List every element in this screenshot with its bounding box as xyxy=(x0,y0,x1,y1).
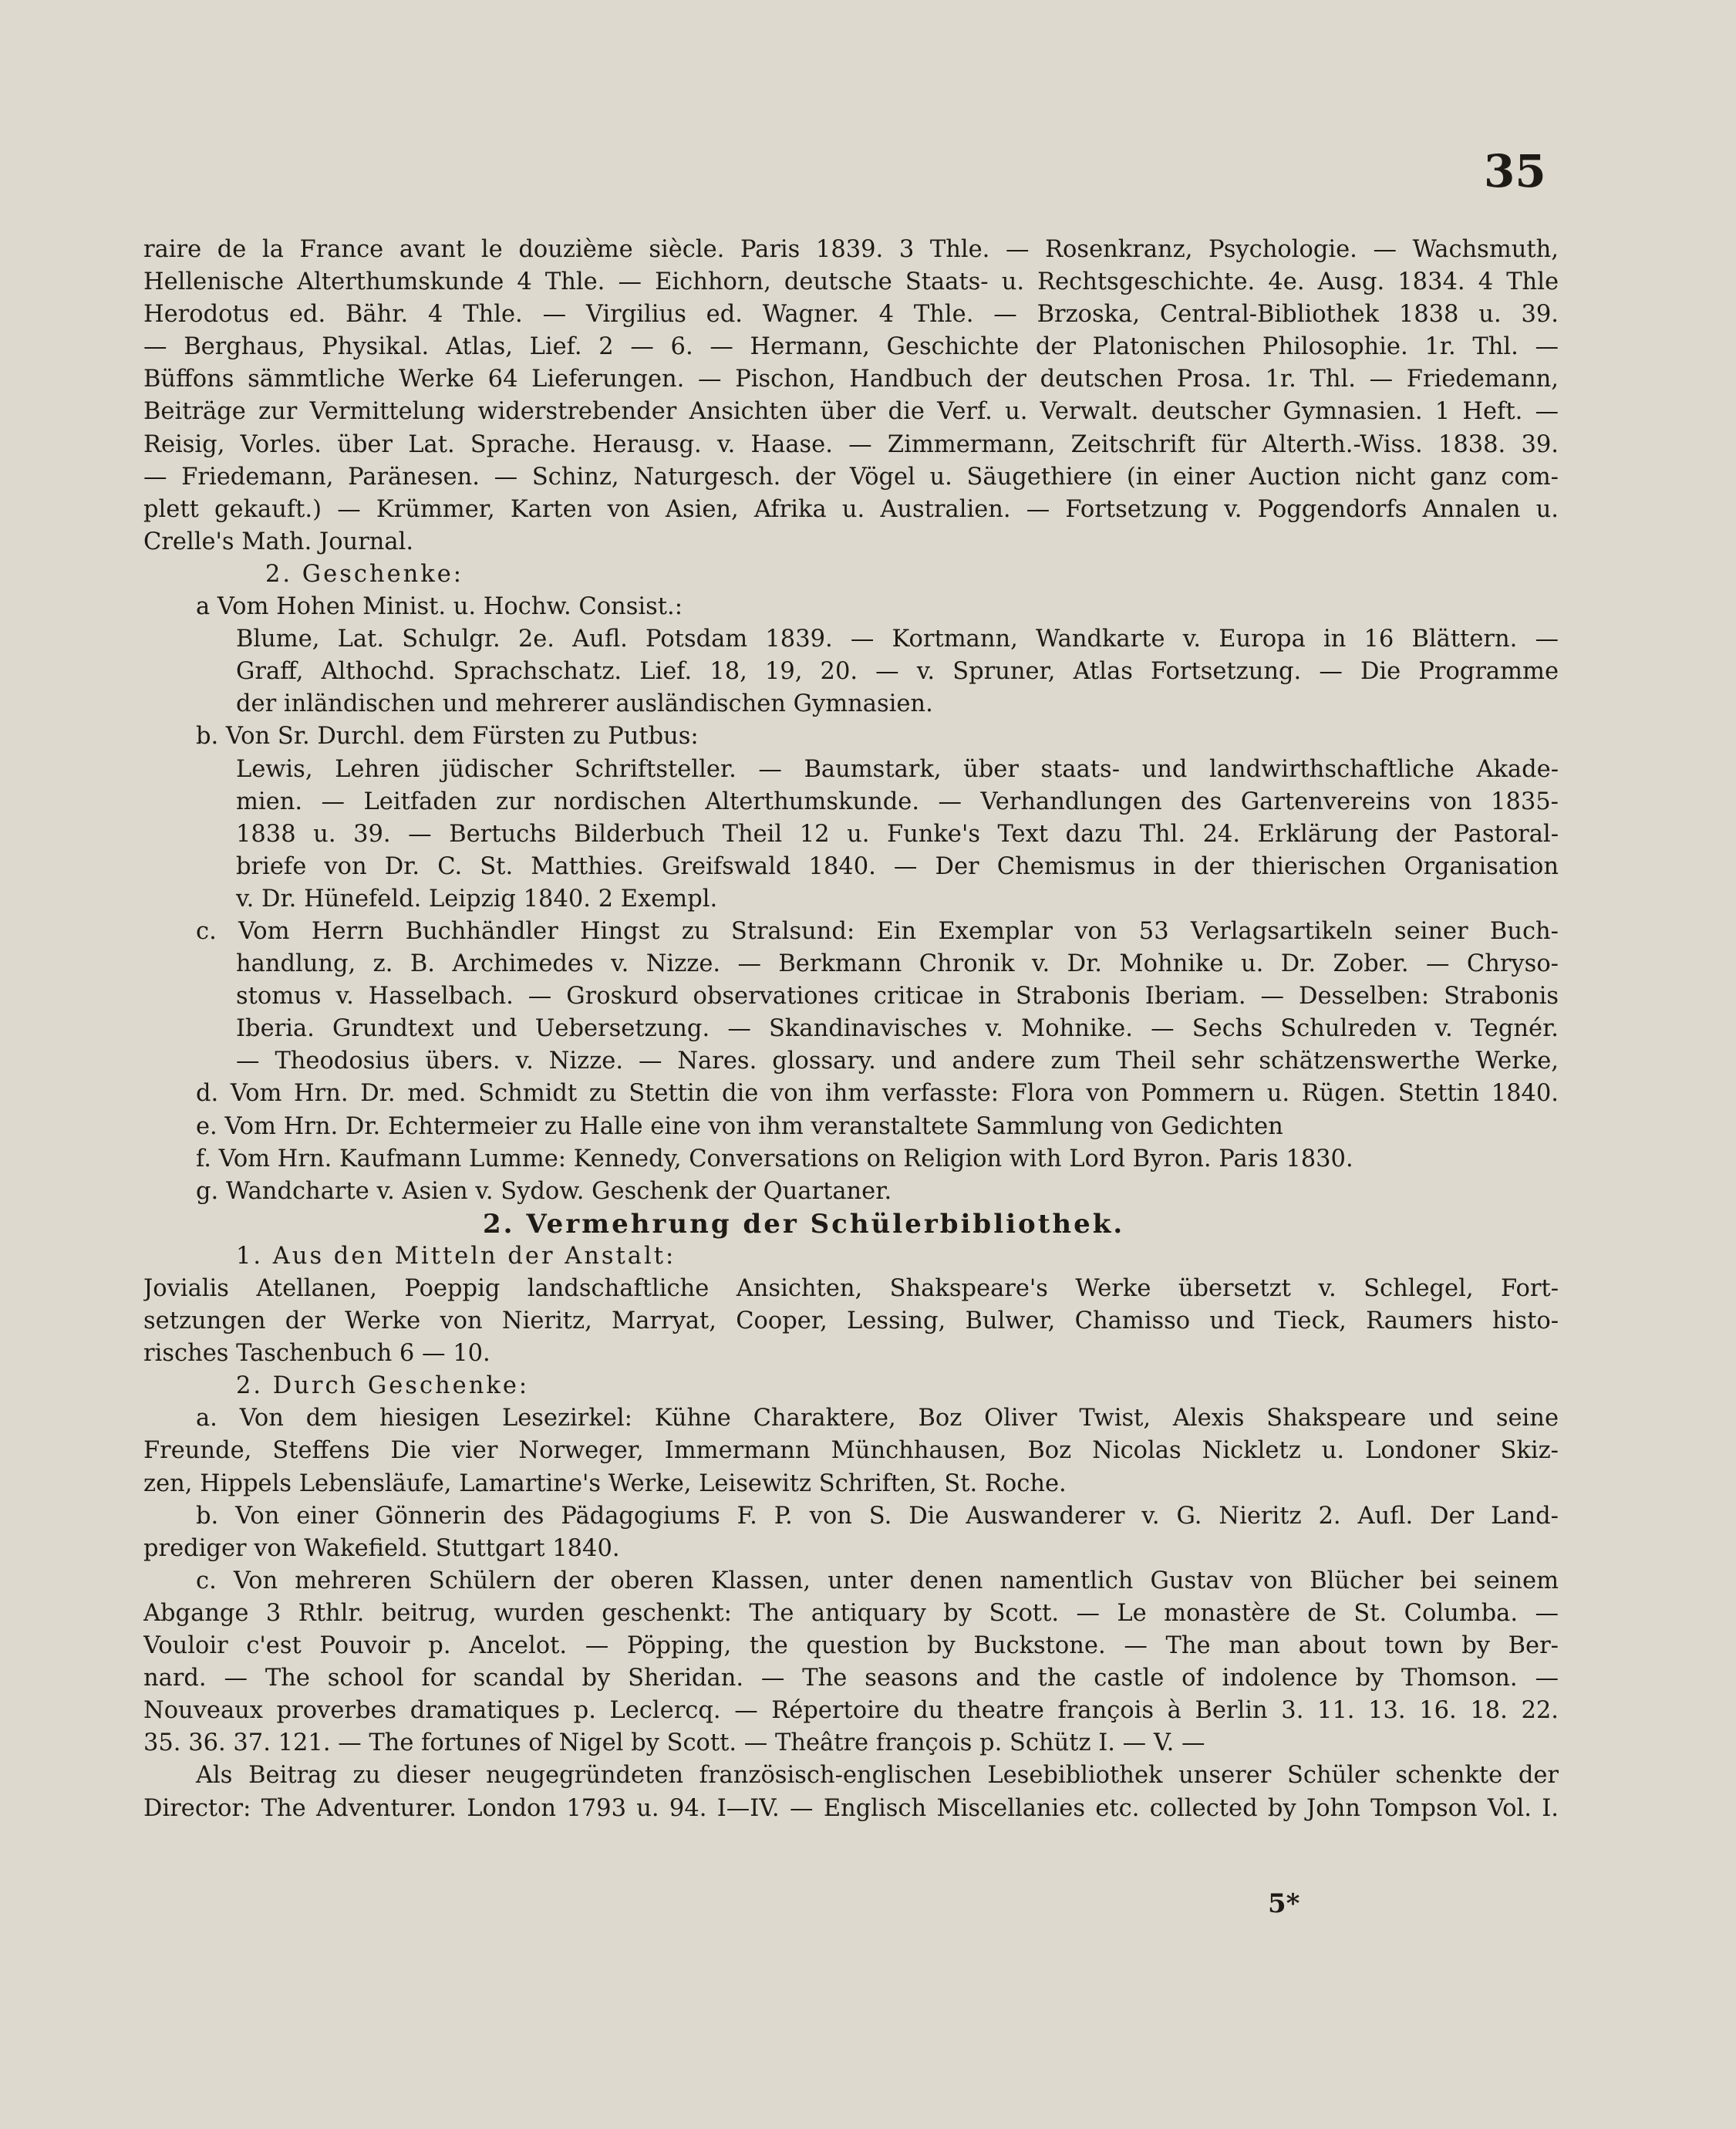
section-heading: 2. Vermehrung der Schülerbibliothek. xyxy=(483,1208,1125,1240)
list-item-b: b. Von Sr. Durchl. dem Fürsten zu Putbus: xyxy=(196,723,699,751)
text-line: Nouveaux proverbes dramatiques p. Leclercq. — Répertoire du theatre françois à Berlin 3. 11. 13. 16. 18. 22. xyxy=(143,1697,1559,1725)
text-line: nard. — The school for scandal by Sheridan. — The seasons and the castle of indolence by Thomson. — xyxy=(143,1665,1559,1692)
list-item-f: f. Vom Hrn. Kaufmann Lumme: Kennedy, Conversations on Religion with Lord Byron. Paris 1830. xyxy=(196,1145,1353,1172)
list-item-c: c. Von mehreren Schülern der oberen Klassen, unter denen namentlich Gustav von Blücher bei seinem xyxy=(196,1567,1559,1594)
list-item-d: d. Vom Hrn. Dr. med. Schmidt zu Stettin die von ihm verfasste: Flora von Pommern u. Rügen. Stettin 1840. xyxy=(196,1080,1559,1108)
text-line: Hellenische Alterthumskunde 4 Thle. — Eichhorn, deutsche Staats- u. Rechtsgeschichte. 4e. Ausg. 1834. 4 Thle xyxy=(143,268,1559,296)
text-line: Jovialis Atellanen, Poeppig landschaftliche Ansichten, Shakspeare's Werke übersetzt v. Schlegel, Fort- xyxy=(143,1275,1559,1302)
text-line: Freunde, Steffens Die vier Norweger, Immermann Münchhausen, Boz Nicolas Nickletz u. Londoner Skiz- xyxy=(143,1437,1559,1465)
text-line: Herodotus ed. Bähr. 4 Thle. — Virgilius ed. Wagner. 4 Thle. — Brzoska, Central-Bibliothek 1838 u. 39. xyxy=(143,301,1559,329)
text-line: stomus v. Hasselbach. — Groskurd observationes criticae in Strabonis Iberiam. — Desselben: Strabonis xyxy=(236,983,1559,1011)
text-line: v. Dr. Hünefeld. Leipzig 1840. 2 Exempl. xyxy=(236,885,718,913)
text-line: — Friedemann, Paränesen. — Schinz, Naturgesch. der Vögel u. Säugethiere (in einer Auction nicht ganz com- xyxy=(143,463,1559,491)
body-text xyxy=(143,234,1559,1825)
text-line: plett gekauft.) — Krümmer, Karten von Asien, Afrika u. Australien. — Fortsetzung v. Poggendorfs Annalen u. xyxy=(143,495,1559,523)
list-item-a: a Vom Hohen Minist. u. Hochw. Consist.: xyxy=(196,593,683,621)
text-line: Lewis, Lehren jüdischer Schriftsteller. — Baumstark, über staats- und landwirthschaftliche Akade- xyxy=(236,755,1559,783)
text-line: 1838 u. 39. — Bertuchs Bilderbuch Theil 12 u. Funke's Text dazu Thl. 24. Erklärung der Pastoral- xyxy=(236,820,1559,848)
text-line: Blume, Lat. Schulgr. 2e. Aufl. Potsdam 1839. — Kortmann, Wandkarte v. Europa in 16 Blättern. — xyxy=(236,626,1559,653)
text-line: risches Taschenbuch 6 — 10. xyxy=(143,1340,490,1368)
text-line: Als Beitrag zu dieser neugegründeten französisch-englischen Lesebibliothek unserer Schüler schenkte der xyxy=(196,1762,1559,1790)
text-line: 35. 36. 37. 121. — The fortunes of Nigel by Scott. — Theâtre françois p. Schütz I. — V. — xyxy=(143,1729,1205,1757)
text-line: setzungen der Werke von Nieritz, Marryat, Cooper, Lessing, Bulwer, Chamisso und Tieck, Raumers histo- xyxy=(143,1307,1559,1335)
list-item-g: g. Wandcharte v. Asien v. Sydow. Geschenk der Quartaner. xyxy=(196,1177,892,1205)
text-line: prediger von Wakefield. Stuttgart 1840. xyxy=(143,1534,620,1562)
signature-mark: 5* xyxy=(1268,1888,1300,1919)
text-line: Abgange 3 Rthlr. beitrug, wurden geschenkt: The antiquary by Scott. — Le monastère de St. Columba. — xyxy=(143,1599,1559,1627)
text-line: Iberia. Grundtext und Uebersetzung. — Skandinavisches v. Mohnike. — Sechs Schulreden v. Tegnér. xyxy=(236,1015,1559,1043)
text-line: Crelle's Math. Journal. xyxy=(143,528,414,555)
text-line: zen, Hippels Lebensläufe, Lamartine's Werke, Leisewitz Schriften, St. Roche. xyxy=(143,1469,1067,1497)
text-line: — Berghaus, Physikal. Atlas, Lief. 2 — 6. — Hermann, Geschichte der Platonischen Philosophie. 1r. Thl. — xyxy=(143,333,1559,361)
text-line: mien. — Leitfaden zur nordischen Alterthumskunde. — Verhandlungen des Gartenvereins von 1835- xyxy=(236,788,1559,815)
text-line: Vouloir c'est Pouvoir p. Ancelot. — Pöpping, the question by Buckstone. — The man about town by Ber- xyxy=(143,1632,1559,1660)
subheading-mitteln: 1. Aus den Mitteln der Anstalt: xyxy=(236,1242,676,1270)
text-line: — Theodosius übers. v. Nizze. — Nares. glossary. und andere zum Theil sehr schätzenswerthe Werke, xyxy=(236,1048,1559,1075)
page-number: 35 xyxy=(1484,145,1546,197)
text-line: Beiträge zur Vermittelung widerstrebender Ansichten über die Verf. u. Verwalt. deutscher Gymnasien. 1 Heft. — xyxy=(143,398,1559,426)
subheading-geschenke: 2. Geschenke: xyxy=(265,560,464,588)
list-item-c: c. Vom Herrn Buchhändler Hingst zu Stralsund: Ein Exemplar von 53 Verlagsartikeln seiner Buch- xyxy=(196,917,1559,945)
text-line: Director: The Adventurer. London 1793 u. 94. I—IV. — Englisch Miscellanies etc. collected by John Tompson Vol. I. xyxy=(143,1794,1559,1822)
list-item-e: e. Vom Hrn. Dr. Echtermeier zu Halle eine von ihm veranstaltete Sammlung von Gedichten xyxy=(196,1112,1283,1140)
list-item-b: b. Von einer Gönnerin des Pädagogiums F. P. von S. Die Auswanderer v. G. Nieritz 2. Aufl. Der Land- xyxy=(196,1502,1559,1530)
subheading-durch-geschenke: 2. Durch Geschenke: xyxy=(236,1372,530,1400)
text-line: der inländischen und mehrerer ausländischen Gymnasien. xyxy=(236,690,933,718)
text-line: briefe von Dr. C. St. Matthies. Greifswald 1840. — Der Chemismus in der thierischen Organisation xyxy=(236,852,1559,880)
list-item-a: a. Von dem hiesigen Lesezirkel: Kühne Charaktere, Boz Oliver Twist, Alexis Shakspeare und seine xyxy=(196,1405,1559,1432)
text-line: Graff, Althochd. Sprachschatz. Lief. 18, 19, 20. — v. Spruner, Atlas Fortsetzung. — Die Programme xyxy=(236,658,1559,686)
text-line: raire de la France avant le douzième siècle. Paris 1839. 3 Thle. — Rosenkranz, Psychologie. — Wachsmuth, xyxy=(143,236,1559,263)
text-line: Büffons sämmtliche Werke 64 Lieferungen. — Pischon, Handbuch der deutschen Prosa. 1r. Thl. — Friedemann, xyxy=(143,366,1559,393)
text-line: Reisig, Vorles. über Lat. Sprache. Herausg. v. Haase. — Zimmermann, Zeitschrift für Alterth.-Wiss. 1838. 39. xyxy=(143,430,1559,458)
text-line: handlung, z. B. Archimedes v. Nizze. — Berkmann Chronik v. Dr. Mohnike u. Dr. Zober. — Chryso- xyxy=(236,950,1559,978)
